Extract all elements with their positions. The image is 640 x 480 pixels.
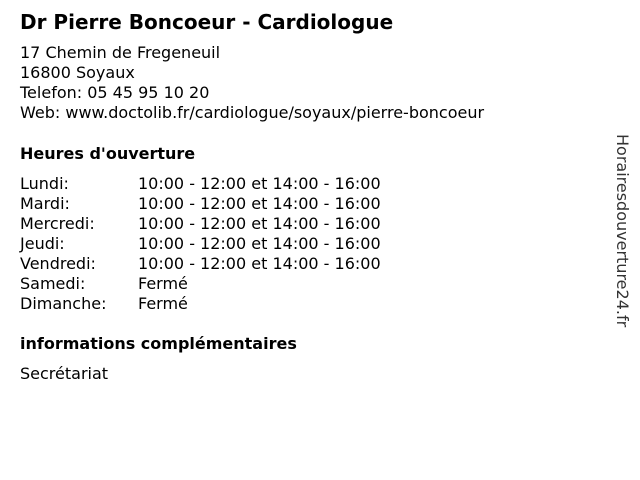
time-value: Fermé (138, 294, 188, 313)
additional-info-text: Secrétariat (20, 364, 109, 383)
additional-info-heading: informations complémentaires (20, 334, 297, 353)
time-value: 10:00 - 12:00 et 14:00 - 16:00 (138, 214, 381, 233)
time-value: 10:00 - 12:00 et 14:00 - 16:00 (138, 234, 381, 253)
day-label: Mardi: (20, 194, 70, 213)
hours-row-thursday (20, 234, 381, 254)
hours-row-monday (20, 174, 381, 194)
opening-hours-table (20, 174, 381, 314)
website-link[interactable]: Web: www.doctolib.fr/cardiologue/soyaux/pierre-boncoeur (20, 103, 485, 122)
site-watermark: Horairesdouverture24.fr (613, 134, 632, 328)
time-value: 10:00 - 12:00 et 14:00 - 16:00 (138, 254, 381, 273)
time-value: 10:00 - 12:00 et 14:00 - 16:00 (138, 194, 381, 213)
day-label: Jeudi: (20, 234, 65, 253)
hours-row-friday (20, 254, 381, 274)
contact-block (20, 43, 484, 123)
time-value: 10:00 - 12:00 et 14:00 - 16:00 (138, 174, 381, 193)
day-label: Mercredi: (20, 214, 95, 233)
day-label: Lundi: (20, 174, 69, 193)
day-label: Vendredi: (20, 254, 96, 273)
page-title: Dr Pierre Boncoeur - Cardiologue (20, 10, 394, 34)
opening-hours-heading: Heures d'ouverture (20, 144, 196, 163)
phone-number: Telefon: 05 45 95 10 20 (20, 83, 210, 102)
day-label: Samedi: (20, 274, 86, 293)
hours-row-sunday (20, 294, 381, 314)
street-address: 17 Chemin de Fregeneuil (20, 43, 221, 62)
city-address: 16800 Soyaux (20, 63, 135, 82)
hours-row-wednesday (20, 214, 381, 234)
day-label: Dimanche: (20, 294, 107, 313)
hours-row-tuesday (20, 194, 381, 214)
time-value: Fermé (138, 274, 188, 293)
hours-row-saturday (20, 274, 381, 294)
